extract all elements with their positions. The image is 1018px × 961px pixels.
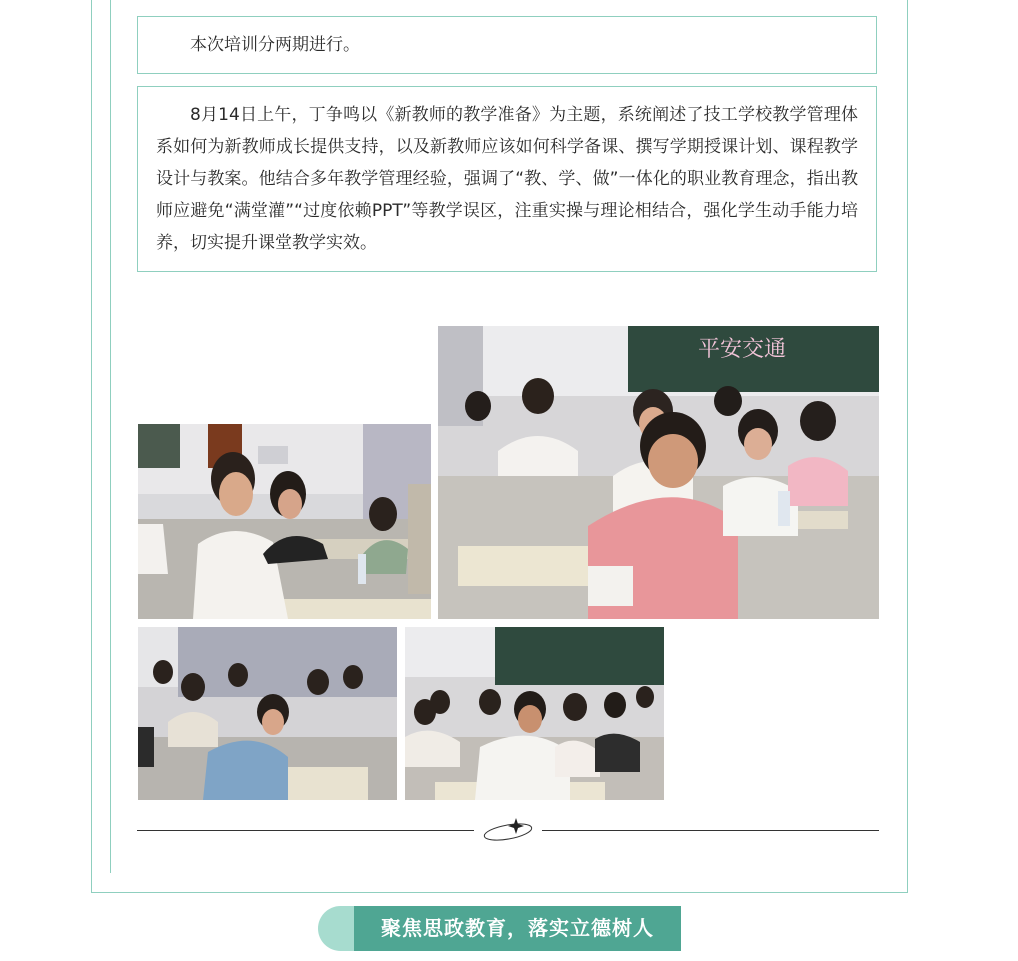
frame-line-left-outer xyxy=(91,0,92,893)
classroom-photo-1 xyxy=(138,424,431,619)
classroom-photo-2 xyxy=(438,326,879,619)
classroom-photo-3 xyxy=(138,627,397,800)
frame-line-left-inner xyxy=(110,0,111,873)
paragraph-box-detail xyxy=(137,86,877,272)
blackboard-text: 平安交通 xyxy=(698,337,787,362)
sparkle-orbit-icon xyxy=(480,815,536,845)
divider-line-right xyxy=(542,830,879,831)
section-heading: 聚焦思政教育，落实立德树人 xyxy=(354,906,681,951)
frame-line-bottom xyxy=(91,892,908,893)
paragraph-box-intro xyxy=(137,16,877,74)
paragraph-detail: 8月14日上午，丁争鸣以《新教师的教学准备》为主题，系统阐述了技工学校教学管理体系如何为新教师成长提供支持，以及新教师应该如何科学备课、撰写学期授课计划、课程教学设计与教案。他结合多年教学管理经验，强调了“教、学、做”一体化的职业教育理念，指出教师应避免“满堂灌”“过度依赖PPT”等教学误区，注重实操与理论相结合，强化学生动手能力培养，切实提升课堂教学实效。 xyxy=(156,105,858,253)
frame-line-right xyxy=(907,0,908,893)
divider-line-left xyxy=(137,830,474,831)
classroom-photo-4 xyxy=(405,627,664,800)
paragraph-intro: 本次培训分两期进行。 xyxy=(190,35,360,55)
